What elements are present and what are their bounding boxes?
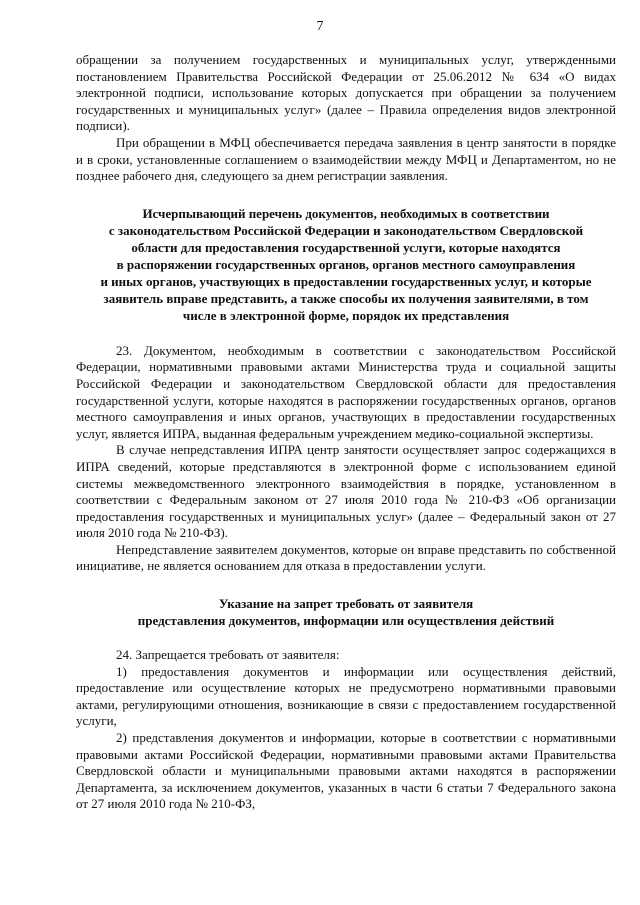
heading-line: числе в электронной форме, порядок их представления: [182, 307, 510, 323]
page-number: 7: [316, 19, 324, 34]
paragraph-23: 23. Документом, необходимым в соответствии с законодательством Российской Федерации, нормативными правовыми актами Министерства труда и социальной защиты Российской Федерации и законодательством Свердловской области для предоставления государственной услуги, которые находятся в распоряжении государственных органов, органов местного самоуправления и иных органов, участвующих в предоставлении государственных услуг, является ИПРА, выданная федеральным учреждением медико-социальной экспертизы.: [76, 342, 616, 441]
heading-line: представления документов, информации или осуществления действий: [137, 613, 555, 629]
heading-line: в распоряжении государственных органов, органов местного самоуправления: [116, 256, 576, 272]
heading-line: с законодательством Российской Федерации и законодательством Свердловской: [108, 222, 584, 238]
heading-line: области для предоставления государственной услуги, которые находятся: [131, 239, 561, 255]
paragraph-23-non-submission: Непредставление заявителем документов, которые он вправе представить по собственной инициативе, не является основанием для отказа в предоставлении услуги.: [76, 541, 616, 574]
paragraph-24-intro: 24. Запрещается требовать от заявителя:: [116, 647, 340, 663]
section-heading-documents-list: [76, 205, 616, 324]
heading-line: Указание на запрет требовать от заявителя: [218, 596, 474, 612]
paragraph-23-ipra-request: В случае непредставления ИПРА центр занятости осуществляет запрос содержащихся в ИПРА сведений, которые представляются в электронной форме с использованием единой системы межведомственного электронного взаимодействия в порядке, установленном в соответствии с Федеральным законом от 27 июля 2010 года № 210-ФЗ «Об организации предоставления государственных и муниципальных услуг» (далее – Федеральный закон от 27 июля 2010 года № 210-ФЗ).: [76, 442, 616, 541]
paragraph-mfc-transfer: При обращении в МФЦ обеспечивается передача заявления в центр занятости в порядке и в сроки, установленные соглашением о взаимодействии между МФЦ и Департаментом, но не позднее рабочего дня, следующего за днем регистрации заявления.: [76, 134, 616, 184]
heading-line: заявитель вправе представить, а также способы их получения заявителями, в том: [103, 290, 589, 306]
list-item-24-2: 2) представления документов и информации, которые в соответствии с нормативными правовыми актами Российской Федерации, нормативными правовыми актами Правительства Свердловской области и муниципальными правовыми актами находятся в распоряжении Департамента, за исключением документов, указанных в части 6 статьи 7 Федерального закона от 27 июля 2010 года № 210-ФЗ,: [76, 730, 616, 812]
heading-line: и иных органов, участвующих в предоставлении государственных услуг, и которые: [100, 273, 592, 289]
heading-line: Исчерпывающий перечень документов, необходимых в соответствии: [142, 205, 550, 221]
list-item-24-1: 1) предоставления документов и информации или осуществления действий, предоставление или осуществление которых не предусмотрено нормативными правовыми актами, регулирующими отношения, возникающие в связи с предоставлением государственной услуги,: [76, 663, 616, 729]
section-heading-prohibition: [76, 595, 616, 629]
paragraph-intro-continuation: обращении за получением государственных и муниципальных услуг, утвержденными постановлением Правительства Российской Федерации от 25.06.2012 № 634 «О видах электронной подписи, использование которых допускается при обращении за получением государственных и муниципальных услуг» (далее – Правила определения видов электронной подписи).: [76, 52, 616, 134]
document-body: [76, 52, 616, 813]
